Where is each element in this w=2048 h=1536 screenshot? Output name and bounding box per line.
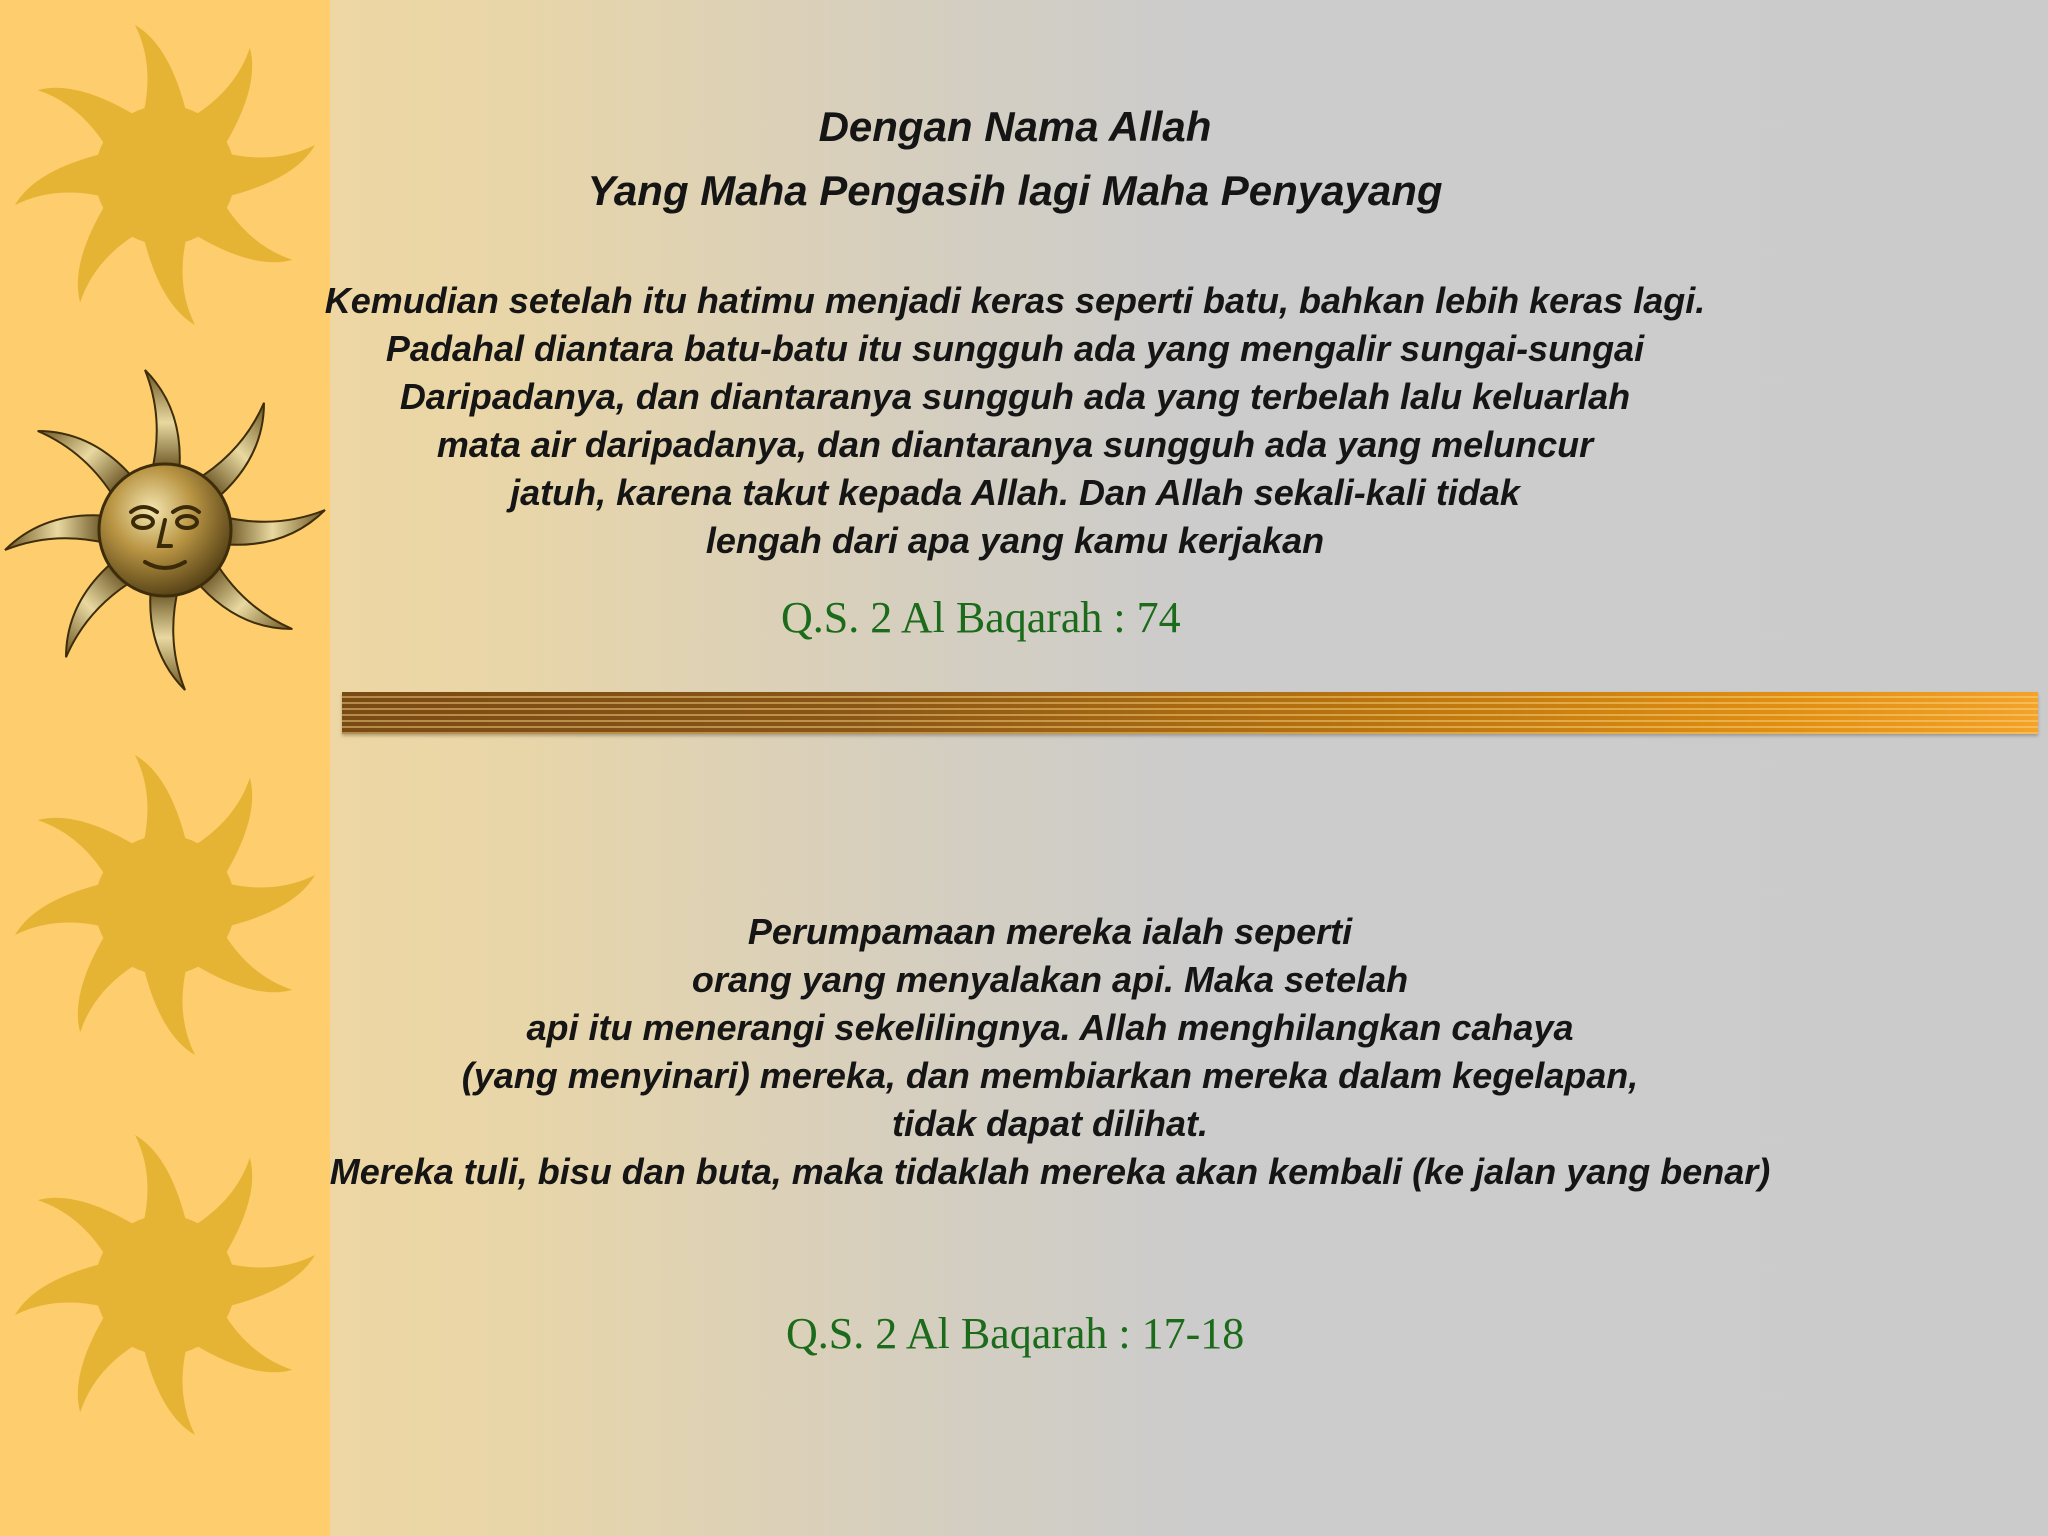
verse-1-line: Padahal diantara batu-batu itu sungguh ada yang mengalir sungai-sungai <box>385 328 1645 369</box>
verse-2-line: orang yang menyalakan api. Maka setelah <box>691 959 1409 1000</box>
verse-2-line: Mereka tuli, bisu dan buta, maka tidaklah mereka akan kembali (ke jalan yang benar) <box>329 1151 1771 1192</box>
verse-1-line: Daripadanya, dan diantaranya sungguh ada yang terbelah lalu keluarlah <box>399 376 1631 417</box>
slide-title <box>330 95 1700 223</box>
title-line-2: Yang Maha Pengasih lagi Maha Penyayang <box>587 167 1443 214</box>
title-line-1: Dengan Nama Allah <box>818 103 1212 150</box>
sidebar-panel <box>0 0 330 1536</box>
verse-2-line: api itu menerangi sekelilingnya. Allah menghilangkan cahaya <box>526 1007 1574 1048</box>
verse-1-line: mata air daripadanya, dan diantaranya sungguh ada yang meluncur <box>436 424 1594 465</box>
verse-1-reference: Q.S. 2 Al Baqarah : 74 <box>781 593 1181 642</box>
verse-1-line: lengah dari apa yang kamu kerjakan <box>705 520 1325 561</box>
verse-2-reference: Q.S. 2 Al Baqarah : 17-18 <box>786 1309 1245 1358</box>
verse-2-text <box>230 908 1870 1196</box>
verse-1-text <box>230 277 1800 565</box>
verse-1-line: Kemudian setelah itu hatimu menjadi keras seperti batu, bahkan lebih keras lagi. <box>324 280 1706 321</box>
verse-1-line: jatuh, karena takut kepada Allah. Dan Allah sekali-kali tidak <box>510 472 1520 513</box>
verse-2-line: Perumpamaan mereka ialah seperti <box>747 911 1353 952</box>
divider-bar <box>342 692 2038 734</box>
verse-2-line: (yang menyinari) mereka, dan membiarkan mereka dalam kegelapan, <box>461 1055 1639 1096</box>
verse-2-line: tidak dapat dilihat. <box>891 1103 1209 1144</box>
